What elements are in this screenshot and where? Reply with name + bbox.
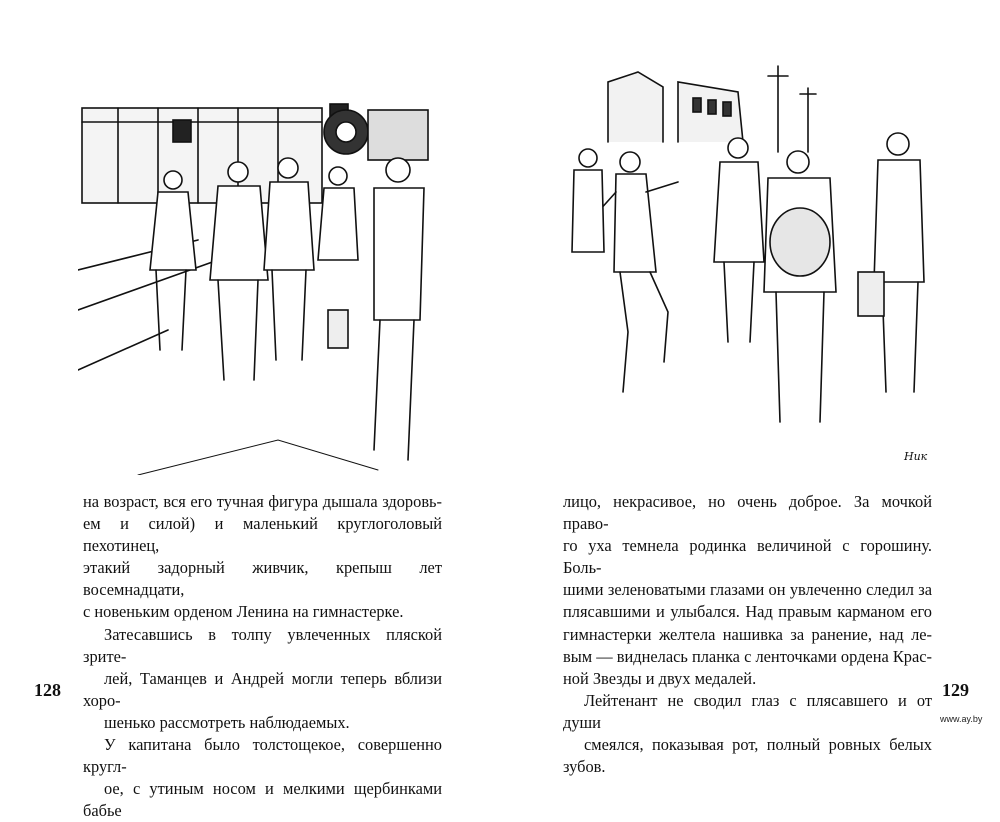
text-line: на возраст, вся его тучная фигура дышала здоровь- [83, 492, 442, 511]
paragraph [83, 734, 442, 822]
text-line: с новеньким орденом Ленина на гимнастерке. [83, 602, 404, 622]
text-line: ной Звезды и двух медалей. [563, 668, 757, 688]
text-line: этакий задорный живчик, крепыш лет восемнадцати, [83, 558, 442, 600]
artist-signature: Ник [904, 450, 928, 463]
watermark: www.ay.by [940, 714, 983, 724]
dance-illustration-drawing [568, 62, 928, 467]
text-line: лей, Таманцев и Андрей могли теперь вблизи хоро- [83, 668, 442, 710]
page-number: 128 [34, 680, 61, 700]
text-line: ем и силой) и маленький круглоголовый пехотинец, [83, 514, 442, 556]
text-line: Лейтенант не сводил глаз с плясавшего и от души [563, 690, 932, 732]
page-number: 129 [942, 680, 969, 700]
illustration-soldier-dancing [568, 62, 928, 467]
right-page-text [563, 491, 932, 778]
text-line: вым — виднелась планка с ленточками ордена Крас- [563, 646, 932, 666]
text-line: ое, с утиным носом и мелкими щербинками бабье [83, 779, 442, 821]
text-line: шенько рассмотреть наблюдаемых. [104, 712, 350, 732]
text-line: Затесавшись в толпу увлеченных пляской зрите- [83, 624, 442, 666]
text-line: шими зеленоватыми глазами он увлеченно следил за [563, 580, 932, 600]
text-line: смеялся, показывая рот, полный ровных белых зубов. [563, 735, 932, 777]
text-line: го уха темнела родинка величиной с горошину. Боль- [563, 536, 932, 578]
paragraph [563, 690, 932, 778]
text-line: лицо, некрасивое, но очень доброе. За мочкой право- [563, 492, 932, 534]
text-line: У капитана было толстощекое, совершенно кругл- [83, 735, 442, 777]
paragraph [563, 491, 932, 690]
text-line: гимнастерки желтела нашивка за ранение, над ле- [563, 624, 932, 644]
text-line: плясавшими и улыбался. Над правым карманом его [563, 602, 932, 622]
